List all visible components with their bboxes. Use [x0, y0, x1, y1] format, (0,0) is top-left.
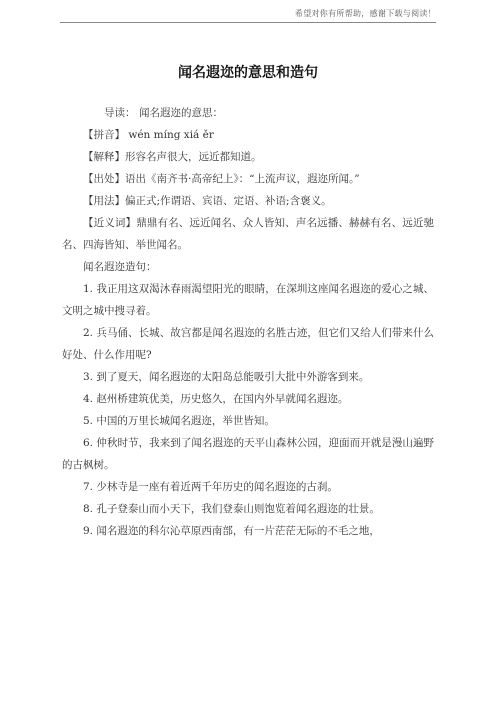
example-sentence-4: 4. 赵州桥建筑优美，历史悠久，在国内外早就闻名遐迩。: [83, 393, 349, 405]
example-sentence-8: 8. 孔子登泰山而小天下，我们登泰山则饱览着闻名遐迩的壮景。: [83, 503, 380, 515]
example-sentence-7: 7. 少林寺是一座有着近两千年历史的闻名遐迩的古刹。: [83, 481, 338, 493]
example-sentence-2: 2. 兵马俑、长城、故宫都是闻名遐迩的名胜古迹，但它们又给人们带来什么好处、什么作用呢?: [62, 327, 434, 361]
usage-paragraph: 【用法】偏正式;作谓语、宾语、定语、补语;含褒义。: [83, 195, 332, 207]
document-body: [62, 102, 434, 542]
examples-heading: 闻名遐迩造句：: [83, 261, 157, 273]
lead-text: 闻名遐迩的意思：: [139, 107, 223, 119]
header-note: 希望对你有所帮助，感谢下载与阅读！: [294, 9, 436, 18]
example-sentence-5: 5. 中国的万里长城闻名遐迩，举世皆知。: [83, 415, 275, 427]
synonyms-paragraph: 【近义词】鼎鼎有名、远近闻名、众人皆知、声名远播、赫赫有名、远近驰名、四海皆知、举世闻名。: [62, 217, 434, 251]
explanation-paragraph: 【解释】形容名声很大，远近都知道。: [83, 151, 262, 163]
pinyin-paragraph: 【拼音】 wén míng xiá ěr: [83, 129, 214, 141]
document-title: 闻名遐迩的意思和造句: [178, 65, 318, 81]
example-sentence-6: 6. 仲秋时节，我来到了闻名遐迩的天平山森林公园，迎面而开就是漫山遍野的古枫树。: [62, 437, 434, 471]
example-sentence-9: 9. 闻名遐迩的科尔沁草原西南部，有一片茫茫无际的不毛之地，: [83, 525, 380, 537]
example-sentence-3: 3. 到了夏天，闻名遐迩的太阳岛总能吸引大批中外游客到来。: [83, 371, 370, 383]
example-sentence-1: 1. 我正用这双渴沐春雨渴望阳光的眼睛，在深圳这座闻名遐迩的爱心之城、文明之城中搜寻着。: [62, 283, 434, 317]
lead-label: 导读：: [104, 107, 136, 119]
source-paragraph: 【出处】语出《南齐书·高帝纪上》：“上流声议，遐迩所闻。”: [83, 173, 360, 185]
header-divider: [60, 22, 436, 23]
lead-paragraph: [62, 102, 434, 124]
